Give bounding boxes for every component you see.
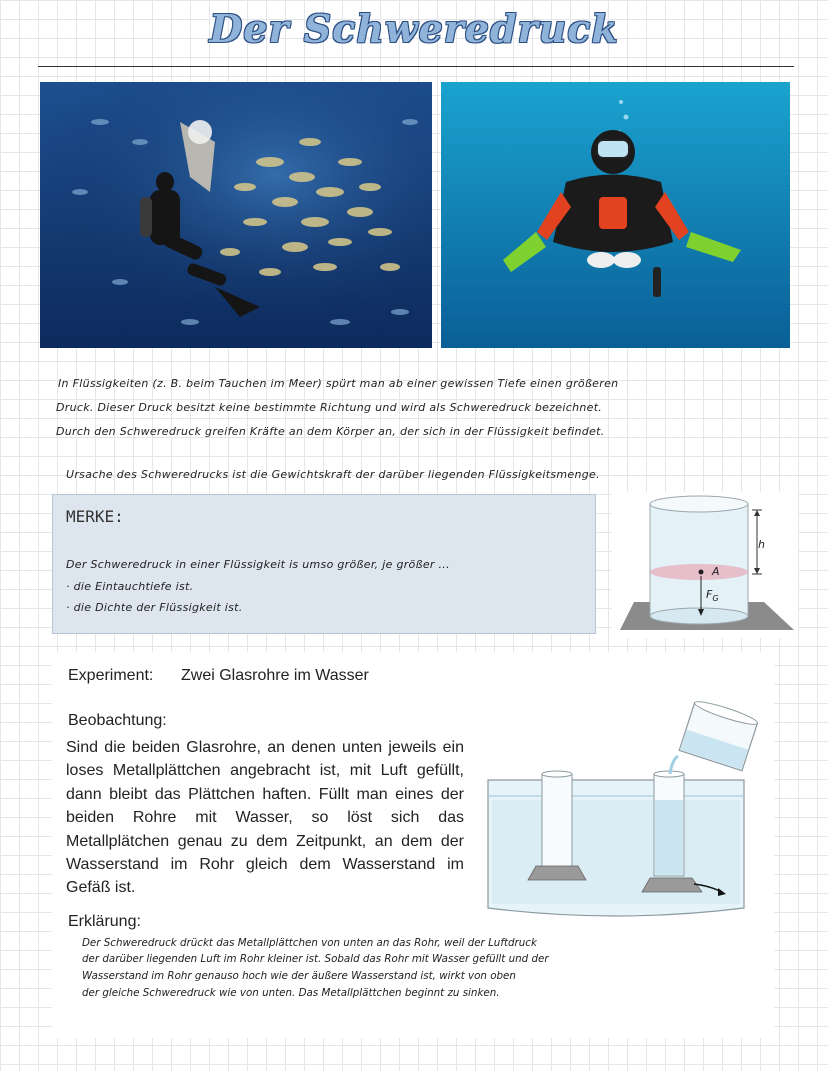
experiment-label: Experiment: bbox=[68, 667, 154, 684]
explanation-heading: Erklärung: bbox=[68, 913, 141, 930]
label-F-sub: G bbox=[712, 594, 719, 604]
intro-line-2: Druck. Dieser Druck besitzt keine bestimmte Richtung und wird als Schweredruck bezeichnet. bbox=[56, 401, 603, 414]
merke-title: MERKE: bbox=[66, 507, 124, 526]
photo-aquarium-diver bbox=[40, 82, 432, 348]
merke-point-2: · die Dichte der Flüssigkeit ist. bbox=[66, 601, 243, 614]
merke-intro: Der Schweredruck in einer Flüssigkeit is umso größer, je größer ... bbox=[66, 558, 450, 571]
intro-line-1: In Flüssigkeiten (z. B. beim Tauchen im Meer) spürt man ab einer gewissen Tiefe einen größeren bbox=[58, 377, 619, 390]
title-divider bbox=[38, 66, 794, 67]
photo-sea-diver bbox=[441, 82, 790, 348]
explanation-line-2: der darüber liegenden Luft im Rohr kleiner ist. Sobald das Rohr mit Wasser gefüllt und der bbox=[82, 953, 549, 965]
intro-line-3: Durch den Schweredruck greifen Kräfte an dem Körper an, der sich in der Flüssigkeit befindet. bbox=[56, 425, 605, 438]
experiment-name: Zwei Glasrohre im Wasser bbox=[181, 667, 369, 684]
label-A: A bbox=[712, 565, 720, 578]
cause-line: Ursache des Schweredrucks ist die Gewichtskraft der darüber liegenden Flüssigkeitsmenge. bbox=[66, 468, 600, 481]
cylinder-diagram bbox=[612, 492, 798, 638]
glass-tubes-diagram bbox=[482, 700, 764, 922]
observation-text: Sind die beiden Glasrohre, an denen unten jeweils ein loses Metallplättchen angebracht ist, mit Luft gefüllt, dann bleibt das Plättchen haften. Füllt man eines der beiden Rohre mit Wasser, so löst sich das Metallplätchen genau zu dem Zeitpunkt, an dem der Wasserstand im Rohr gleich dem Wasserstand im Gefäß ist. bbox=[66, 739, 464, 897]
page-title: Der Schweredruck bbox=[209, 6, 619, 51]
explanation-line-4: der gleiche Schweredruck wie von unten. Das Metallplättchen beginnt zu sinken. bbox=[82, 987, 500, 999]
explanation-line-1: Der Schweredruck drückt das Metallplättchen von unten an das Rohr, weil der Luftdruck bbox=[82, 937, 537, 949]
observation-heading: Beobachtung: bbox=[68, 712, 167, 729]
merke-point-1: · die Eintauchtiefe ist. bbox=[66, 580, 194, 593]
label-F: F bbox=[706, 588, 713, 601]
label-h: h bbox=[758, 538, 765, 551]
label-FG bbox=[706, 588, 719, 603]
explanation-line-3: Wasserstand im Rohr genauso hoch wie der äußere Wasserstand ist, wirkt von oben bbox=[82, 970, 516, 982]
